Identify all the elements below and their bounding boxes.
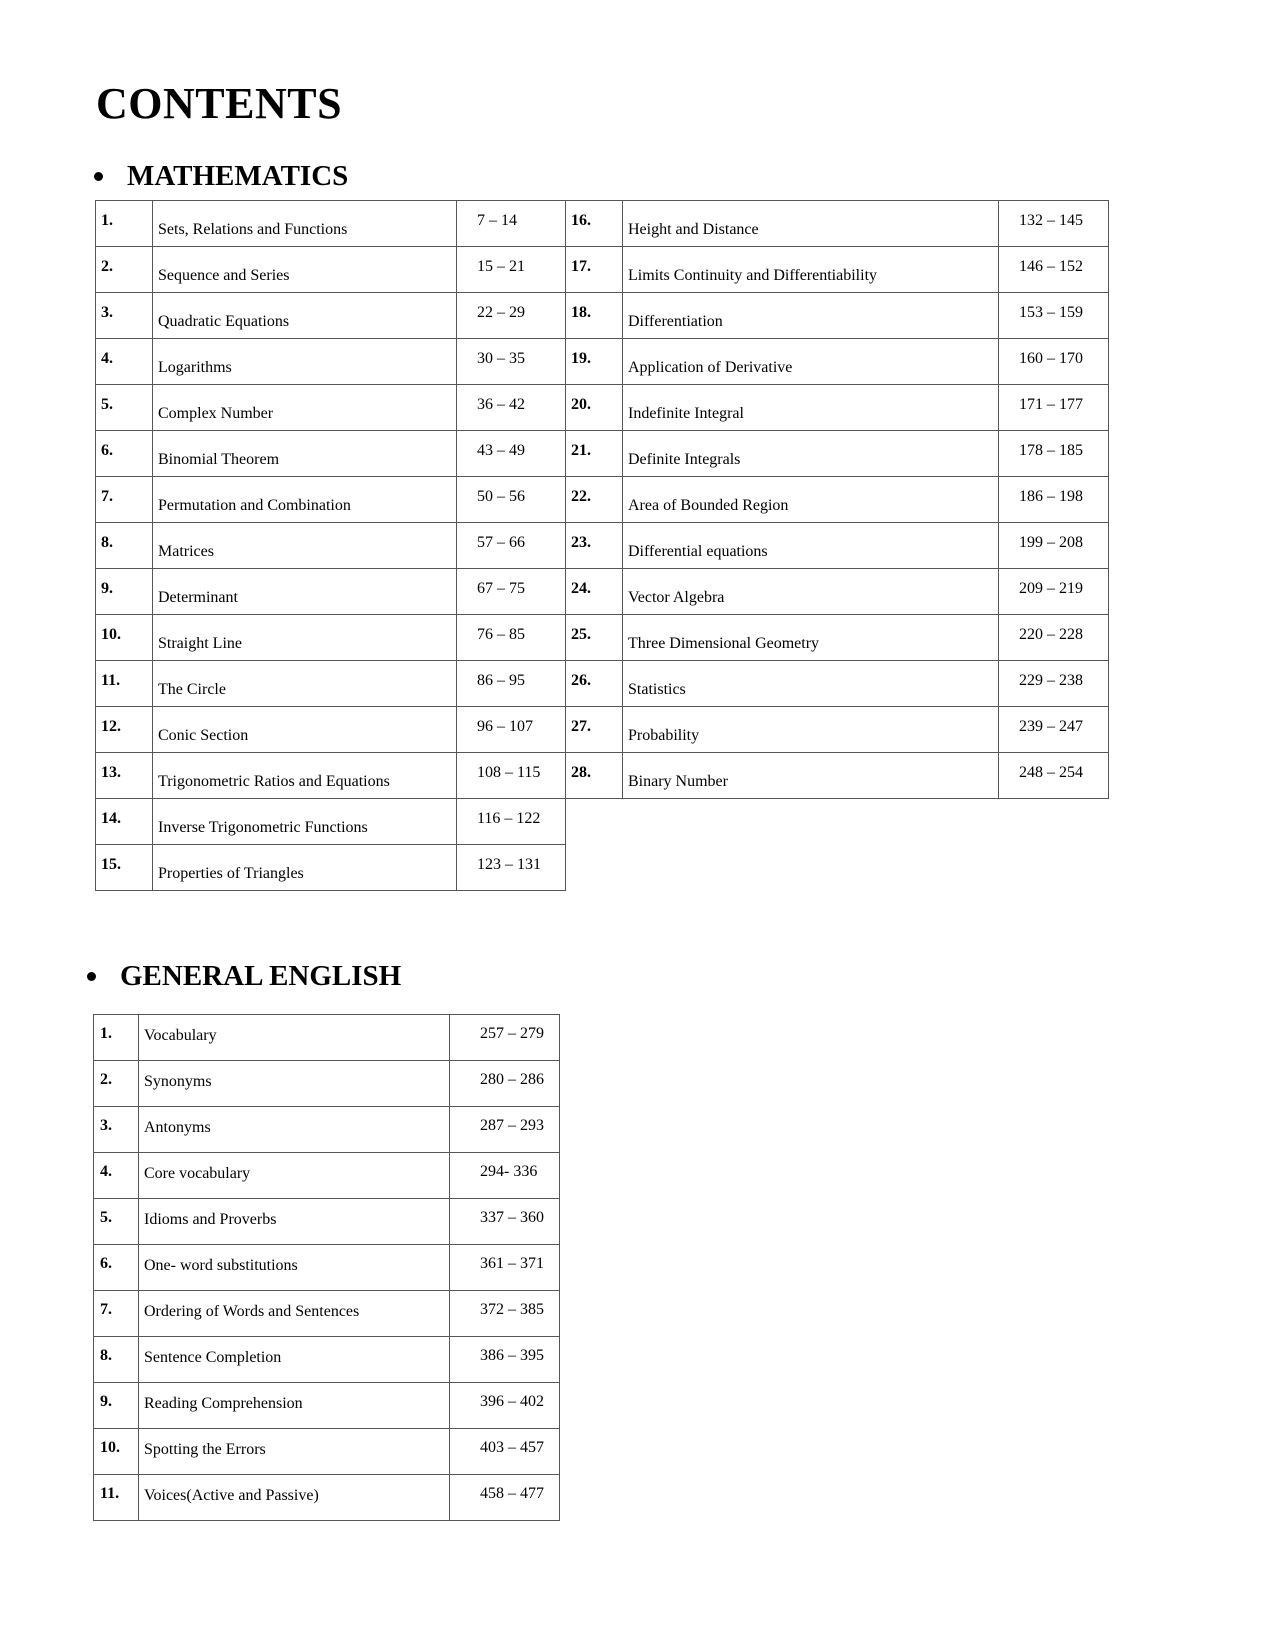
chapter-pages: 146 – 152 xyxy=(999,247,1109,293)
chapter-number: 4. xyxy=(96,339,153,385)
chapter-topic: Logarithms xyxy=(153,339,457,385)
chapter-topic: Synonyms xyxy=(139,1061,450,1107)
table-row xyxy=(96,753,1109,799)
table-row xyxy=(94,1475,560,1521)
table-row xyxy=(94,1337,560,1383)
table-row xyxy=(96,477,1109,523)
chapter-topic: Differentiation xyxy=(623,293,999,339)
table-row xyxy=(94,1061,560,1107)
chapter-number: 8. xyxy=(96,523,153,569)
chapter-topic: Complex Number xyxy=(153,385,457,431)
chapter-number: 2. xyxy=(96,247,153,293)
bullet-icon xyxy=(87,972,96,981)
chapter-topic: Reading Comprehension xyxy=(139,1383,450,1429)
table-row xyxy=(96,845,1109,891)
chapter-pages: 108 – 115 xyxy=(457,753,566,799)
chapter-pages: 132 – 145 xyxy=(999,201,1109,247)
chapter-number: 10. xyxy=(96,615,153,661)
table-row xyxy=(94,1107,560,1153)
chapter-topic: Sentence Completion xyxy=(139,1337,450,1383)
table-row xyxy=(96,431,1109,477)
chapter-pages: 186 – 198 xyxy=(999,477,1109,523)
table-row xyxy=(96,247,1109,293)
chapter-pages: 178 – 185 xyxy=(999,431,1109,477)
chapter-topic: Antonyms xyxy=(139,1107,450,1153)
chapter-topic: Definite Integrals xyxy=(623,431,999,477)
chapter-number: 24. xyxy=(566,569,623,615)
chapter-topic: Binomial Theorem xyxy=(153,431,457,477)
chapter-pages: 287 – 293 xyxy=(450,1107,560,1153)
chapter-topic: Differential equations xyxy=(623,523,999,569)
chapter-topic: Statistics xyxy=(623,661,999,707)
table-row xyxy=(96,799,1109,845)
chapter-pages: 123 – 131 xyxy=(457,845,566,891)
chapter-number: 26. xyxy=(566,661,623,707)
chapter-topic: Binary Number xyxy=(623,753,999,799)
chapter-topic: Permutation and Combination xyxy=(153,477,457,523)
chapter-pages: 280 – 286 xyxy=(450,1061,560,1107)
chapter-topic: Vector Algebra xyxy=(623,569,999,615)
chapter-pages: 22 – 29 xyxy=(457,293,566,339)
empty-cell xyxy=(999,845,1109,891)
chapter-number: 7. xyxy=(96,477,153,523)
empty-cell xyxy=(623,799,999,845)
chapter-topic: Application of Derivative xyxy=(623,339,999,385)
chapter-pages: 229 – 238 xyxy=(999,661,1109,707)
chapter-topic: One- word substitutions xyxy=(139,1245,450,1291)
chapter-topic: Conic Section xyxy=(153,707,457,753)
chapter-topic: Limits Continuity and Differentiability xyxy=(623,247,999,293)
bullet-icon xyxy=(94,172,103,181)
table-row xyxy=(94,1245,560,1291)
chapter-topic: Matrices xyxy=(153,523,457,569)
chapter-pages: 209 – 219 xyxy=(999,569,1109,615)
chapter-topic: Determinant xyxy=(153,569,457,615)
chapter-pages: 361 – 371 xyxy=(450,1245,560,1291)
chapter-number: 11. xyxy=(94,1475,139,1521)
table-row xyxy=(96,615,1109,661)
chapter-number: 27. xyxy=(566,707,623,753)
chapter-pages: 239 – 247 xyxy=(999,707,1109,753)
chapter-topic: Indefinite Integral xyxy=(623,385,999,431)
chapter-topic: Ordering of Words and Sentences xyxy=(139,1291,450,1337)
chapter-pages: 7 – 14 xyxy=(457,201,566,247)
page-title: CONTENTS xyxy=(96,79,343,128)
chapter-number: 23. xyxy=(566,523,623,569)
chapter-topic: The Circle xyxy=(153,661,457,707)
table-row xyxy=(94,1199,560,1245)
chapter-number: 22. xyxy=(566,477,623,523)
chapter-number: 3. xyxy=(94,1107,139,1153)
mathematics-heading-label: MATHEMATICS xyxy=(127,160,349,192)
chapter-pages: 372 – 385 xyxy=(450,1291,560,1337)
table-row xyxy=(94,1015,560,1061)
chapter-number: 13. xyxy=(96,753,153,799)
english-heading-label: GENERAL ENGLISH xyxy=(120,960,402,992)
chapter-number: 25. xyxy=(566,615,623,661)
chapter-number: 12. xyxy=(96,707,153,753)
table-row xyxy=(96,523,1109,569)
chapter-number: 5. xyxy=(94,1199,139,1245)
chapter-topic: Properties of Triangles xyxy=(153,845,457,891)
chapter-number: 1. xyxy=(96,201,153,247)
chapter-topic: Straight Line xyxy=(153,615,457,661)
chapter-number: 3. xyxy=(96,293,153,339)
chapter-topic: Idioms and Proverbs xyxy=(139,1199,450,1245)
chapter-pages: 76 – 85 xyxy=(457,615,566,661)
mathematics-contents-table xyxy=(95,200,1109,891)
chapter-number: 2. xyxy=(94,1061,139,1107)
table-row xyxy=(96,201,1109,247)
chapter-topic: Core vocabulary xyxy=(139,1153,450,1199)
chapter-number: 16. xyxy=(566,201,623,247)
chapter-pages: 396 – 402 xyxy=(450,1383,560,1429)
chapter-pages: 171 – 177 xyxy=(999,385,1109,431)
chapter-number: 6. xyxy=(96,431,153,477)
chapter-number: 5. xyxy=(96,385,153,431)
chapter-pages: 337 – 360 xyxy=(450,1199,560,1245)
chapter-pages: 248 – 254 xyxy=(999,753,1109,799)
chapter-number: 9. xyxy=(94,1383,139,1429)
mathematics-heading xyxy=(94,160,348,193)
empty-cell xyxy=(999,799,1109,845)
table-row xyxy=(96,569,1109,615)
chapter-number: 21. xyxy=(566,431,623,477)
empty-cell xyxy=(566,799,623,845)
chapter-number: 20. xyxy=(566,385,623,431)
table-row xyxy=(94,1291,560,1337)
chapter-pages: 67 – 75 xyxy=(457,569,566,615)
chapter-topic: Height and Distance xyxy=(623,201,999,247)
chapter-pages: 96 – 107 xyxy=(457,707,566,753)
chapter-pages: 160 – 170 xyxy=(999,339,1109,385)
chapter-number: 10. xyxy=(94,1429,139,1475)
chapter-number: 1. xyxy=(94,1015,139,1061)
chapter-pages: 30 – 35 xyxy=(457,339,566,385)
chapter-pages: 36 – 42 xyxy=(457,385,566,431)
chapter-pages: 50 – 56 xyxy=(457,477,566,523)
table-row xyxy=(96,707,1109,753)
chapter-number: 18. xyxy=(566,293,623,339)
table-row xyxy=(96,339,1109,385)
chapter-pages: 386 – 395 xyxy=(450,1337,560,1383)
table-row xyxy=(94,1153,560,1199)
chapter-pages: 43 – 49 xyxy=(457,431,566,477)
chapter-topic: Probability xyxy=(623,707,999,753)
chapter-topic: Quadratic Equations xyxy=(153,293,457,339)
chapter-pages: 220 – 228 xyxy=(999,615,1109,661)
chapter-number: 19. xyxy=(566,339,623,385)
empty-cell xyxy=(623,845,999,891)
table-row xyxy=(96,661,1109,707)
table-row xyxy=(94,1429,560,1475)
chapter-pages: 86 – 95 xyxy=(457,661,566,707)
chapter-number: 11. xyxy=(96,661,153,707)
chapter-topic: Vocabulary xyxy=(139,1015,450,1061)
chapter-topic: Area of Bounded Region xyxy=(623,477,999,523)
chapter-number: 7. xyxy=(94,1291,139,1337)
chapter-pages: 458 – 477 xyxy=(450,1475,560,1521)
chapter-topic: Three Dimensional Geometry xyxy=(623,615,999,661)
chapter-topic: Sequence and Series xyxy=(153,247,457,293)
chapter-number: 4. xyxy=(94,1153,139,1199)
table-row xyxy=(96,293,1109,339)
chapter-topic: Trigonometric Ratios and Equations xyxy=(153,753,457,799)
chapter-pages: 57 – 66 xyxy=(457,523,566,569)
chapter-pages: 257 – 279 xyxy=(450,1015,560,1061)
chapter-number: 8. xyxy=(94,1337,139,1383)
chapter-number: 6. xyxy=(94,1245,139,1291)
chapter-number: 14. xyxy=(96,799,153,845)
chapter-number: 15. xyxy=(96,845,153,891)
english-heading xyxy=(87,960,401,993)
chapter-number: 28. xyxy=(566,753,623,799)
chapter-topic: Voices(Active and Passive) xyxy=(139,1475,450,1521)
chapter-pages: 15 – 21 xyxy=(457,247,566,293)
chapter-topic: Sets, Relations and Functions xyxy=(153,201,457,247)
empty-cell xyxy=(566,845,623,891)
chapter-topic: Inverse Trigonometric Functions xyxy=(153,799,457,845)
chapter-pages: 294- 336 xyxy=(450,1153,560,1199)
chapter-pages: 199 – 208 xyxy=(999,523,1109,569)
table-row xyxy=(96,385,1109,431)
chapter-number: 9. xyxy=(96,569,153,615)
chapter-pages: 403 – 457 xyxy=(450,1429,560,1475)
chapter-pages: 153 – 159 xyxy=(999,293,1109,339)
table-row xyxy=(94,1383,560,1429)
chapter-number: 17. xyxy=(566,247,623,293)
english-contents-table xyxy=(93,1014,560,1521)
chapter-topic: Spotting the Errors xyxy=(139,1429,450,1475)
chapter-pages: 116 – 122 xyxy=(457,799,566,845)
